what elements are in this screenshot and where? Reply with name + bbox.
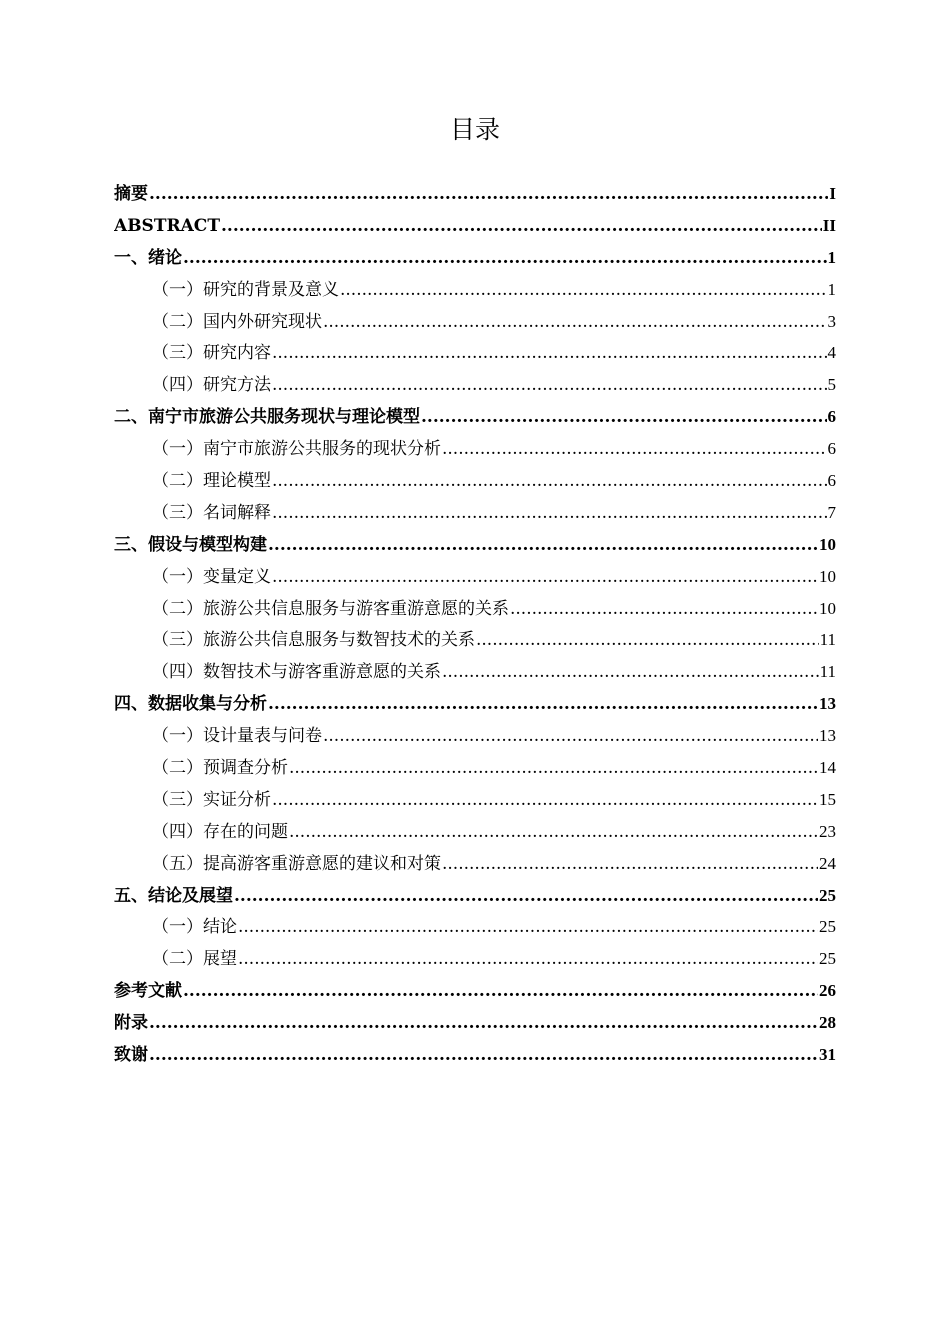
toc-page-number: 11 xyxy=(819,630,836,650)
table-of-contents xyxy=(114,178,836,1071)
toc-entry-section-3-4[interactable] xyxy=(114,656,836,688)
toc-page-number: 25 xyxy=(819,949,836,969)
toc-page-number: 25 xyxy=(819,917,836,937)
toc-entry-label: （四）存在的问题 xyxy=(152,821,288,842)
toc-entry-label: （三）研究内容 xyxy=(152,343,271,364)
toc-entry-label: 四、数据收集与分析 xyxy=(114,694,267,715)
toc-entry-label: （二）预调查分析 xyxy=(152,758,288,779)
toc-entry-label: 三、假设与模型构建 xyxy=(114,534,267,555)
toc-entry-label: （二）理论模型 xyxy=(152,471,271,492)
toc-page-number: II xyxy=(822,215,836,235)
toc-entry-section-4-1[interactable] xyxy=(114,720,836,752)
toc-leader-dots xyxy=(421,402,827,433)
toc-entry-label: （五）提高游客重游意愿的建议和对策 xyxy=(152,853,441,874)
toc-page-number: 1 xyxy=(827,279,836,299)
toc-page-number: 6 xyxy=(827,407,836,427)
toc-page-number: 13 xyxy=(819,726,836,746)
toc-leader-dots xyxy=(442,434,827,465)
toc-page-number: 1 xyxy=(827,247,836,267)
toc-leader-dots xyxy=(272,498,827,529)
toc-page-number: 5 xyxy=(827,375,836,395)
toc-entry-label: （一）南宁市旅游公共服务的现状分析 xyxy=(152,439,441,460)
toc-entry-label: （二）展望 xyxy=(152,949,237,970)
toc-page-number: 14 xyxy=(819,758,836,778)
toc-page-number: 3 xyxy=(827,311,836,331)
toc-page-number: 6 xyxy=(827,471,836,491)
toc-leader-dots xyxy=(238,944,818,975)
toc-entry-section-4-3[interactable] xyxy=(114,784,836,816)
toc-leader-dots xyxy=(289,753,818,784)
toc-page-number: 10 xyxy=(819,534,836,554)
toc-leader-dots xyxy=(272,562,818,593)
toc-page-number: 10 xyxy=(819,598,836,618)
toc-leader-dots xyxy=(323,721,818,752)
toc-entry-abstract-en[interactable] xyxy=(114,210,836,242)
toc-entry-chapter-3[interactable] xyxy=(114,529,836,561)
toc-entry-acknowledgements[interactable] xyxy=(114,1039,836,1071)
toc-page-number: 4 xyxy=(827,343,836,363)
toc-entry-label: （一）研究的背景及意义 xyxy=(152,279,339,300)
toc-entry-label: 附录 xyxy=(114,1013,148,1034)
toc-leader-dots xyxy=(183,243,827,274)
toc-entry-section-4-5[interactable] xyxy=(114,848,836,880)
toc-leader-dots xyxy=(442,849,818,880)
toc-leader-dots xyxy=(442,657,819,688)
toc-page-number: 23 xyxy=(819,821,836,841)
toc-entry-section-4-4[interactable] xyxy=(114,816,836,848)
toc-leader-dots xyxy=(234,881,818,912)
toc-page-number: 6 xyxy=(827,439,836,459)
toc-page-number: 24 xyxy=(819,853,836,873)
toc-entry-section-3-1[interactable] xyxy=(114,561,836,593)
toc-entry-label: （二）旅游公共信息服务与游客重游意愿的关系 xyxy=(152,598,509,619)
toc-entry-section-5-1[interactable] xyxy=(114,911,836,943)
toc-leader-dots xyxy=(272,785,818,816)
toc-entry-section-2-2[interactable] xyxy=(114,465,836,497)
toc-title: 目录 xyxy=(449,115,500,144)
toc-leader-dots xyxy=(272,338,827,369)
toc-entry-label: 摘要 xyxy=(114,184,148,204)
toc-page-number: 15 xyxy=(819,789,836,809)
toc-entry-abstract-cn[interactable] xyxy=(114,178,836,210)
toc-entry-section-3-2[interactable] xyxy=(114,593,836,625)
toc-entry-section-4-2[interactable] xyxy=(114,752,836,784)
toc-page-number: 31 xyxy=(819,1045,836,1065)
toc-entry-label: 致谢 xyxy=(114,1045,148,1066)
toc-leader-dots xyxy=(340,275,827,306)
toc-entry-label: （四）数智技术与游客重游意愿的关系 xyxy=(152,662,441,683)
toc-entry-section-1-2[interactable] xyxy=(114,306,836,338)
toc-entry-label: （三）实证分析 xyxy=(152,789,271,810)
toc-leader-dots xyxy=(510,594,818,625)
toc-entry-section-5-2[interactable] xyxy=(114,943,836,975)
toc-entry-label: （一）设计量表与问卷 xyxy=(152,726,322,747)
toc-entry-label: 五、结论及展望 xyxy=(114,885,233,906)
toc-entry-appendix[interactable] xyxy=(114,1007,836,1039)
toc-leader-dots xyxy=(268,530,818,561)
toc-page-number: I xyxy=(829,184,836,203)
toc-entry-chapter-1[interactable] xyxy=(114,242,836,274)
toc-entry-section-1-4[interactable] xyxy=(114,369,836,401)
toc-entry-chapter-5[interactable] xyxy=(114,880,836,912)
toc-page-number: 7 xyxy=(827,502,836,522)
toc-leader-dots xyxy=(149,179,828,210)
toc-entry-section-2-3[interactable] xyxy=(114,497,836,529)
toc-entry-label: 参考文献 xyxy=(114,981,182,1002)
toc-entry-label: （四）研究方法 xyxy=(152,375,271,396)
toc-leader-dots xyxy=(149,1008,818,1039)
toc-leader-dots xyxy=(268,689,818,720)
toc-page-number: 28 xyxy=(819,1013,836,1033)
toc-leader-dots xyxy=(289,817,818,848)
toc-entry-references[interactable] xyxy=(114,975,836,1007)
toc-entry-section-1-1[interactable] xyxy=(114,274,836,306)
toc-leader-dots xyxy=(476,625,819,656)
toc-leader-dots xyxy=(323,307,827,338)
toc-leader-dots xyxy=(272,370,827,401)
toc-leader-dots xyxy=(183,976,818,1007)
toc-entry-label: ABSTRACT xyxy=(114,215,220,236)
toc-page-number: 13 xyxy=(819,694,836,714)
toc-page-number: 11 xyxy=(819,662,836,682)
toc-page-number: 25 xyxy=(819,885,836,905)
toc-entry-label: （一）变量定义 xyxy=(152,566,271,587)
toc-entry-chapter-2[interactable] xyxy=(114,401,836,433)
toc-entry-label: （三）旅游公共信息服务与数智技术的关系 xyxy=(152,630,475,651)
toc-page-number: 26 xyxy=(819,981,836,1001)
toc-entry-section-2-1[interactable] xyxy=(114,433,836,465)
toc-entry-label: （一）结论 xyxy=(152,917,237,938)
toc-leader-dots xyxy=(149,1040,818,1071)
toc-leader-dots xyxy=(221,211,822,242)
toc-entry-label: （三）名词解释 xyxy=(152,502,271,523)
toc-entry-label: （二）国内外研究现状 xyxy=(152,311,322,332)
toc-leader-dots xyxy=(272,466,827,497)
toc-entry-section-3-3[interactable] xyxy=(114,624,836,656)
toc-entry-label: 一、绪论 xyxy=(114,247,182,268)
toc-leader-dots xyxy=(238,912,818,943)
toc-entry-label: 二、南宁市旅游公共服务现状与理论模型 xyxy=(114,407,420,428)
toc-entry-chapter-4[interactable] xyxy=(114,688,836,720)
toc-entry-section-1-3[interactable] xyxy=(114,337,836,369)
toc-page-number: 10 xyxy=(819,566,836,586)
